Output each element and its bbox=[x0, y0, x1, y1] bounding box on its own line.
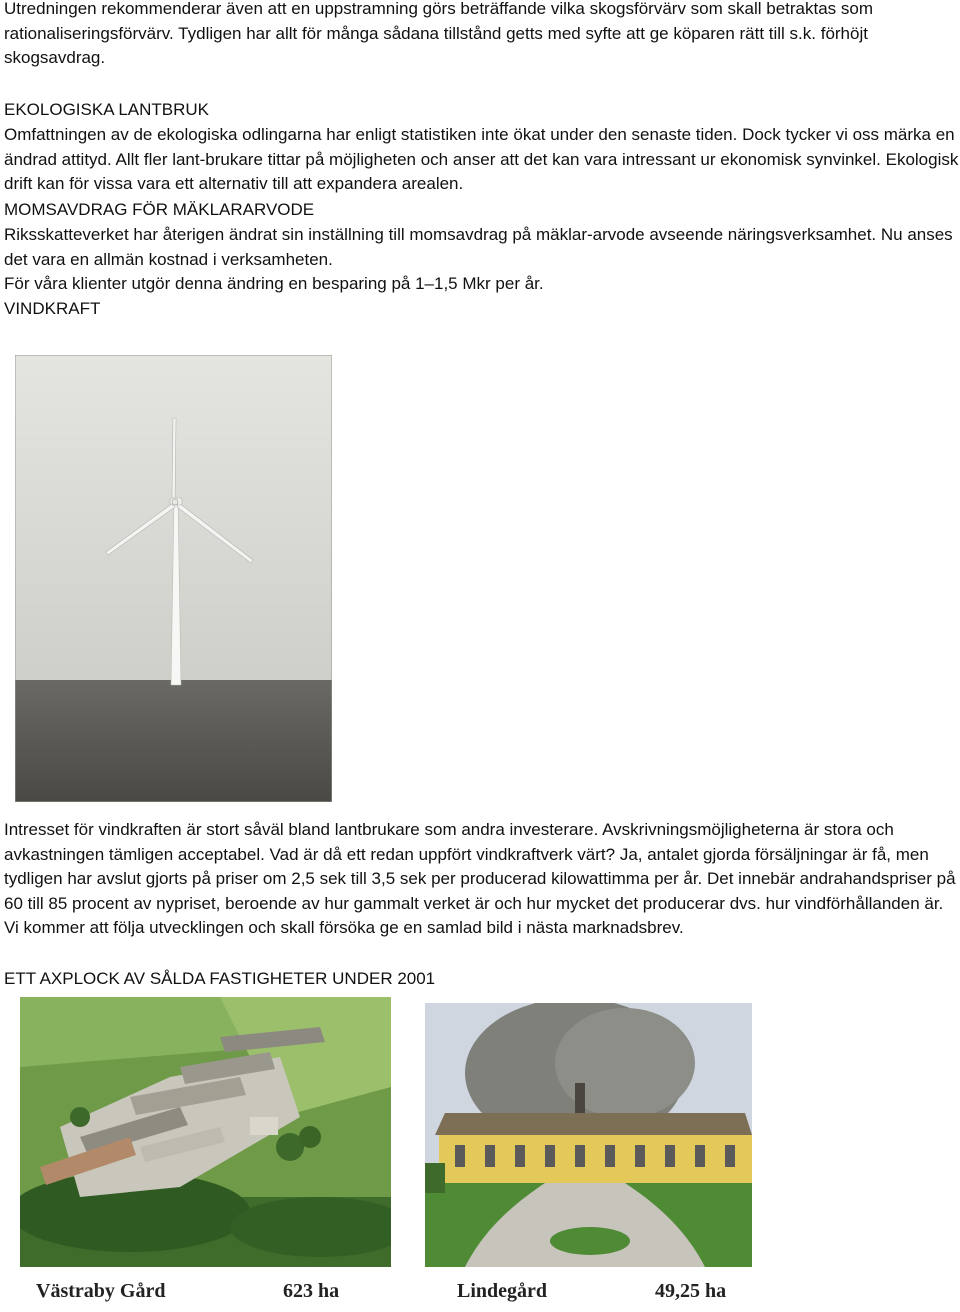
heading-vindkraft: VINDKRAFT bbox=[4, 299, 101, 318]
vastraby-gard-photo bbox=[20, 997, 391, 1267]
farm-aerial-illustration bbox=[20, 997, 391, 1267]
intro-paragraph: Utredningen rekommenderar även att en uppstramning görs beträffande vilka skogsförvärv som skall betraktas som rationaliseringsförvärv. Tydligen har allt för många sådana tillstånd getts med syfte att ge köparen rätt till s.k. förhöjt skogsavdrag. bbox=[4, 0, 874, 68]
heading-ekologiska-lantbruk: EKOLOGISKA LANTBRUK bbox=[4, 100, 210, 119]
manor-house-illustration bbox=[425, 1003, 752, 1267]
lindegard-photo bbox=[425, 1003, 752, 1267]
wind-turbine-photo bbox=[15, 355, 332, 802]
property-area-vastraby: 623 ha bbox=[283, 1280, 340, 1302]
ekologiska-paragraph: Omfattningen av de ekologiska odlingarna har enligt statistiken inte ökat under den senaste tiden. Dock tycker vi oss märka en ändrad attityd. Allt fler lant-brukare tittar på möjligheten och anser att det kan vara intressant ur ekonomisk synvinkel. Ekologisk drift kan för vissa vara ett alternativ till att expandera arealen. bbox=[4, 125, 959, 194]
vindkraft-paragraph: Intresset för vindkraften är stort såväl bland lantbrukare som andra investerare. Avskrivningsmöjligheterna är stora och avkastningen tämligen acceptabel. Vad är då ett redan uppfört vindkraftverk värt? Ja, antalet gjorda försäljningar är få, men tydligen har avslut gjorts på priser om 2,5 sek till 3,5 sek per producerad kilowattimma per år. Det innebär andrahandspriser på 60 till 85 procent av nypriset, beroende av hur gammalt verket är och hur mycket det producerar dvs. hur vindförhållanden är. Vi kommer att följa utvecklingen och skall försöka ge en samlad bild i nästa marknadsbrev. bbox=[4, 820, 956, 938]
heading-axplock: ETT AXPLOCK AV SÅLDA FASTIGHETER UNDER 2001 bbox=[4, 969, 436, 988]
momsavdrag-paragraph: Riksskatteverket har återigen ändrat sin inställning till momsavdrag på mäklar-arvode avseende näringsverksamhet. Nu anses det vara en allmän kostnad i verksamheten. bbox=[4, 225, 953, 269]
property-name-lindegard: Lindegård bbox=[457, 1280, 548, 1302]
property-area-lindegard: 49,25 ha bbox=[655, 1280, 727, 1302]
heading-momsavdrag: MOMSAVDRAG FÖR MÄKLARARVODE bbox=[4, 200, 315, 219]
wind-turbine-illustration bbox=[15, 355, 332, 802]
property-name-vastraby: Västraby Gård bbox=[36, 1280, 166, 1302]
momsavdrag-savings: För våra klienter utgör denna ändring en besparing på 1–1,5 Mkr per år. bbox=[4, 274, 544, 293]
